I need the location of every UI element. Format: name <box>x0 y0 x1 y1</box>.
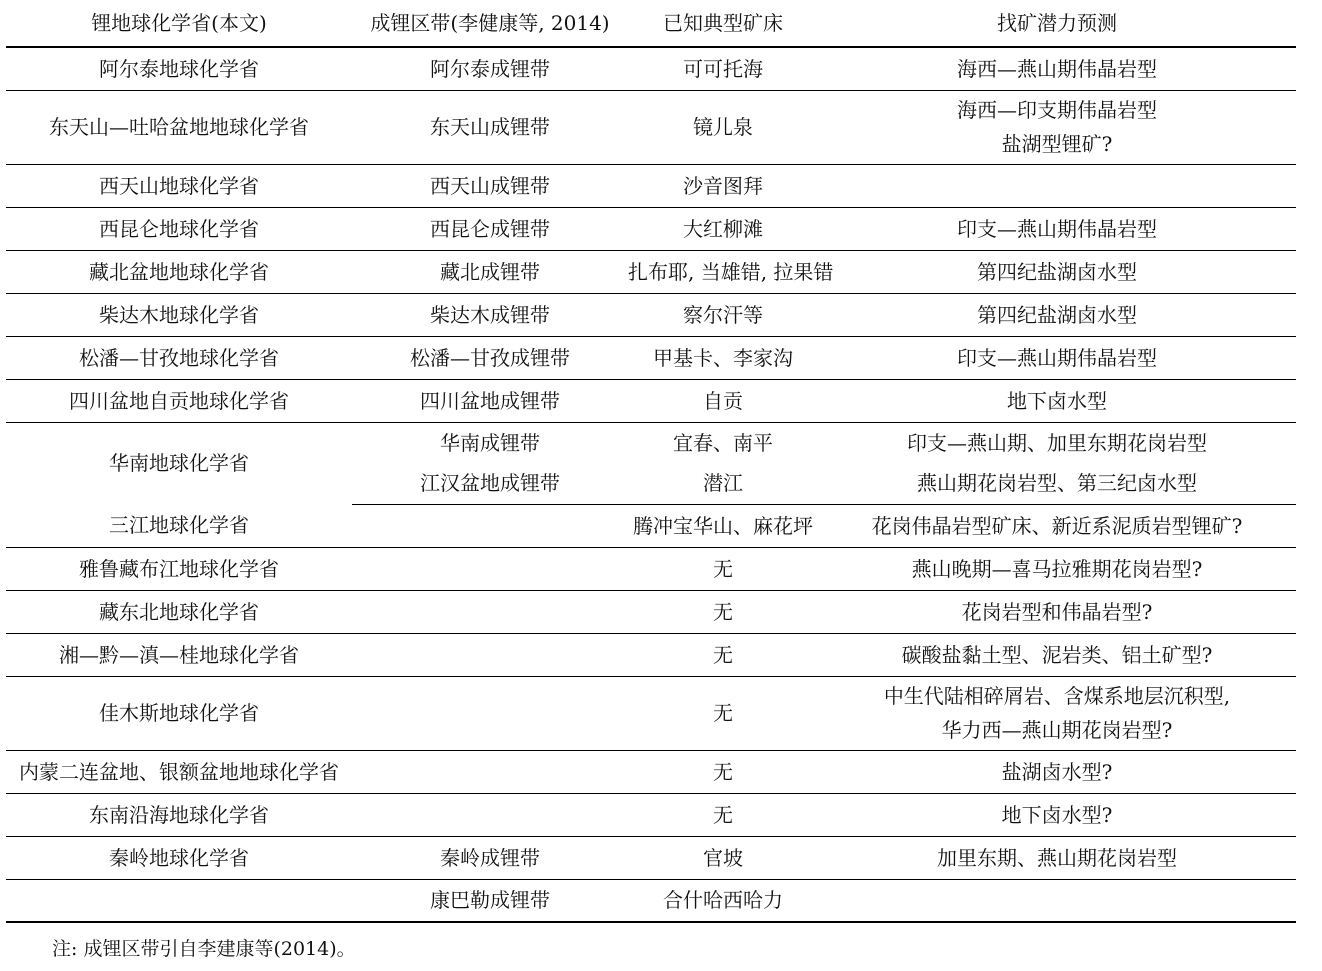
cell-potential <box>818 633 1296 676</box>
cell-deposit: 察尔汗等 <box>628 293 818 336</box>
lithium-province-table <box>6 0 1296 923</box>
table-row <box>6 422 1296 463</box>
table-row <box>6 250 1296 293</box>
potential-line: 印支—燕山期、加里东期花岗岩型 <box>907 430 1207 455</box>
cell-deposit: 扎布耶, 当雄错, 拉果错 <box>628 250 818 293</box>
cell-belt: 藏北成锂带 <box>352 250 628 293</box>
cell-potential <box>818 547 1296 590</box>
cell-deposit: 沙音图拜 <box>628 164 818 207</box>
potential-line: 盐湖卤水型? <box>1001 759 1113 784</box>
cell-belt: 松潘—甘孜成锂带 <box>352 336 628 379</box>
table-row <box>6 836 1296 879</box>
cell-deposit: 无 <box>628 676 818 750</box>
table-row <box>6 676 1296 750</box>
cell-belt: 江汉盆地成锂带 <box>352 463 628 504</box>
cell-province: 三江地球化学省 <box>6 504 352 547</box>
cell-potential <box>818 504 1296 547</box>
potential-line: 海西—印支期伟晶岩型 <box>957 98 1157 122</box>
cell-belt <box>352 676 628 750</box>
table-header-row <box>6 0 1296 47</box>
cell-potential <box>818 90 1296 164</box>
table-row <box>6 47 1296 90</box>
cell-province: 湘—黔—滇—桂地球化学省 <box>6 633 352 676</box>
table-note: 注: 成锂区带引自李建康等(2014)。 <box>52 938 356 960</box>
cell-potential <box>818 676 1296 750</box>
potential-line: 印支—燕山期伟晶岩型 <box>957 216 1157 241</box>
potential-line: 碳酸盐黏土型、泥岩类、铝土矿型? <box>901 642 1213 667</box>
cell-province: 柴达木地球化学省 <box>6 293 352 336</box>
cell-province: 藏北盆地地球化学省 <box>6 250 352 293</box>
cell-potential <box>818 793 1296 836</box>
cell-potential <box>818 207 1296 250</box>
cell-belt: 四川盆地成锂带 <box>352 379 628 422</box>
cell-province: 四川盆地自贡地球化学省 <box>6 379 352 422</box>
cell-belt <box>352 750 628 793</box>
cell-province: 东南沿海地球化学省 <box>6 793 352 836</box>
potential-line: 第四纪盐湖卤水型 <box>977 302 1137 327</box>
cell-potential <box>818 422 1296 463</box>
cell-potential <box>818 250 1296 293</box>
cell-province: 东天山—吐哈盆地地球化学省 <box>6 90 352 164</box>
table-row <box>6 793 1296 836</box>
potential-line: 中生代陆相碎屑岩、含煤系地层沉积型, <box>883 684 1231 708</box>
cell-deposit: 镜儿泉 <box>628 90 818 164</box>
cell-belt: 阿尔泰成锂带 <box>352 47 628 90</box>
table-row <box>6 90 1296 164</box>
cell-potential <box>818 379 1296 422</box>
cell-deposit: 无 <box>628 547 818 590</box>
cell-deposit: 自贡 <box>628 379 818 422</box>
cell-belt <box>352 504 628 547</box>
cell-belt: 东天山成锂带 <box>352 90 628 164</box>
cell-province <box>6 879 352 922</box>
table-row <box>6 379 1296 422</box>
cell-province: 秦岭地球化学省 <box>6 836 352 879</box>
cell-province: 藏东北地球化学省 <box>6 590 352 633</box>
potential-line: 印支—燕山期伟晶岩型 <box>957 345 1157 370</box>
table-row <box>6 293 1296 336</box>
potential-line: 地下卤水型? <box>1001 802 1113 827</box>
header-belt: 成锂区带(李健康等, 2014) <box>352 0 628 47</box>
cell-belt: 康巴勒成锂带 <box>352 879 628 922</box>
cell-potential <box>818 590 1296 633</box>
table-row <box>6 750 1296 793</box>
table-row <box>6 336 1296 379</box>
cell-province: 阿尔泰地球化学省 <box>6 47 352 90</box>
cell-deposit: 无 <box>628 590 818 633</box>
table-row <box>6 504 1296 547</box>
cell-belt <box>352 793 628 836</box>
cell-deposit: 无 <box>628 633 818 676</box>
potential-line: 花岗岩型和伟晶岩型? <box>961 599 1153 624</box>
cell-deposit: 可可托海 <box>628 47 818 90</box>
table-row <box>6 207 1296 250</box>
cell-potential <box>818 836 1296 879</box>
cell-potential <box>818 463 1296 504</box>
table-row <box>6 164 1296 207</box>
cell-province: 内蒙二连盆地、银额盆地地球化学省 <box>6 750 352 793</box>
cell-potential <box>818 879 1296 922</box>
cell-province: 西天山地球化学省 <box>6 164 352 207</box>
cell-deposit: 腾冲宝华山、麻花坪 <box>628 504 818 547</box>
potential-line: 华力西—燕山期花岗岩型? <box>941 718 1173 742</box>
cell-deposit: 甲基卡、李家沟 <box>628 336 818 379</box>
cell-potential <box>818 750 1296 793</box>
cell-deposit: 合什哈西哈力 <box>628 879 818 922</box>
header-potential: 找矿潜力预测 <box>818 0 1296 47</box>
header-province: 锂地球化学省(本文) <box>6 0 352 47</box>
potential-line: 盐湖型锂矿? <box>1001 132 1113 156</box>
table-body <box>6 0 1296 922</box>
table-row <box>6 633 1296 676</box>
cell-deposit: 无 <box>628 750 818 793</box>
cell-deposit: 大红柳滩 <box>628 207 818 250</box>
cell-province: 华南地球化学省 <box>109 451 249 476</box>
potential-line: 燕山期花岗岩型、第三纪卤水型 <box>917 471 1197 496</box>
cell-belt: 秦岭成锂带 <box>352 836 628 879</box>
potential-line: 加里东期、燕山期花岗岩型 <box>937 845 1177 870</box>
cell-deposit: 官坡 <box>628 836 818 879</box>
potential-line: 第四纪盐湖卤水型 <box>977 259 1137 284</box>
cell-belt: 华南成锂带 <box>440 430 540 455</box>
cell-belt <box>352 633 628 676</box>
table-row <box>6 590 1296 633</box>
table-row <box>6 547 1296 590</box>
table-row <box>6 879 1296 922</box>
cell-province: 佳木斯地球化学省 <box>6 676 352 750</box>
cell-belt <box>352 547 628 590</box>
cell-belt <box>352 590 628 633</box>
cell-potential <box>818 293 1296 336</box>
cell-belt: 西昆仑成锂带 <box>352 207 628 250</box>
cell-belt: 柴达木成锂带 <box>352 293 628 336</box>
cell-deposit: 无 <box>628 793 818 836</box>
cell-belt: 西天山成锂带 <box>352 164 628 207</box>
potential-line: 地下卤水型 <box>1007 388 1107 413</box>
cell-deposit: 潜江 <box>628 463 818 504</box>
potential-line: 花岗伟晶岩型矿床、新近系泥质岩型锂矿? <box>871 513 1243 538</box>
potential-line: 海西—燕山期伟晶岩型 <box>957 56 1157 81</box>
cell-province: 西昆仑地球化学省 <box>6 207 352 250</box>
header-deposit: 已知典型矿床 <box>628 0 818 47</box>
cell-potential <box>818 336 1296 379</box>
cell-province: 松潘—甘孜地球化学省 <box>6 336 352 379</box>
cell-deposit: 宜春、南平 <box>673 430 773 455</box>
cell-province: 雅鲁藏布江地球化学省 <box>6 547 352 590</box>
cell-potential <box>818 47 1296 90</box>
cell-potential <box>818 164 1296 207</box>
potential-line: 燕山晚期—喜马拉雅期花岗岩型? <box>911 556 1203 581</box>
